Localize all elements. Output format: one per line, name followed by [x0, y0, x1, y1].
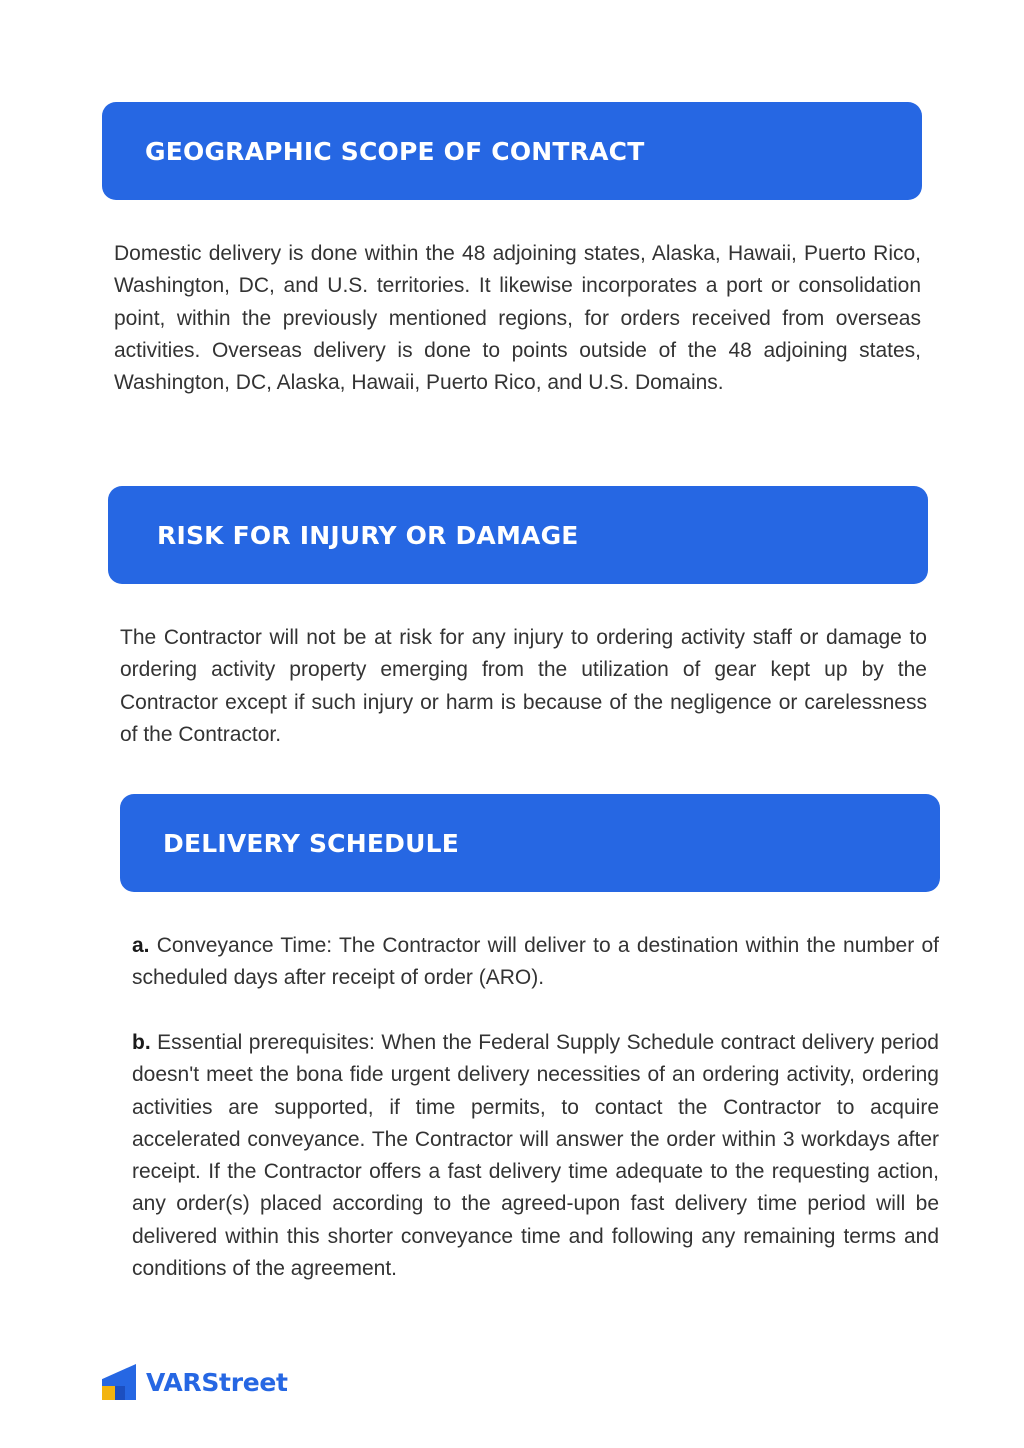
item-marker: b. [132, 1031, 151, 1054]
section-title: DELIVERY SCHEDULE [163, 828, 459, 858]
section-body-risk: The Contractor will not be at risk for any injury to ordering activity staff or damage to ordering activity property emerging from the utilization of gear kept up by the Contractor except if such injury or harm is because of the negligence or carelessness of the Contractor. [120, 626, 927, 746]
section-header-risk [108, 486, 928, 584]
delivery-item-b [132, 1027, 939, 1285]
section-header-delivery-schedule [120, 794, 940, 892]
item-text: Essential prerequisites: When the Federal Supply Schedule contract delivery period doesn't meet the bona fide urgent delivery necessities of an ordering activity, ordering activities are supported, if time permits, to contact the Contractor to acquire accelerated conveyance. The Contractor will answer the order within 3 workdays after receipt. If the Contractor offers a fast delivery time adequate to the requesting action, any order(s) placed according to the agreed-upon fast delivery time period will be delivered within this shorter conveyance time and following any remaining terms and conditions of the agreement. [132, 1031, 939, 1281]
delivery-item-a [132, 930, 939, 995]
section-body-geographic-scope: Domestic delivery is done within the 48 adjoining states, Alaska, Hawaii, Puerto Rico, Washington, DC, and U.S. territories. It likewise incorporates a port or consolidation point, within the previously mentioned regions, for orders received from overseas activities. Overseas delivery is done to points outside of the 48 adjoining states, Washington, DC, Alaska, Hawaii, Puerto Rico, and U.S. Domains. [114, 242, 921, 395]
section-header-geographic-scope [102, 102, 922, 200]
section-title: RISK FOR INJURY OR DAMAGE [157, 520, 579, 550]
logo-text: VARStreet [146, 1367, 288, 1397]
item-marker: a. [132, 934, 150, 957]
item-text: Conveyance Time: The Contractor will deliver to a destination within the number of scheduled days after receipt of order (ARO). [132, 934, 939, 990]
section-title: GEOGRAPHIC SCOPE OF CONTRACT [145, 136, 645, 166]
varstreet-logo-icon [102, 1364, 136, 1400]
varstreet-logo [102, 1364, 288, 1400]
